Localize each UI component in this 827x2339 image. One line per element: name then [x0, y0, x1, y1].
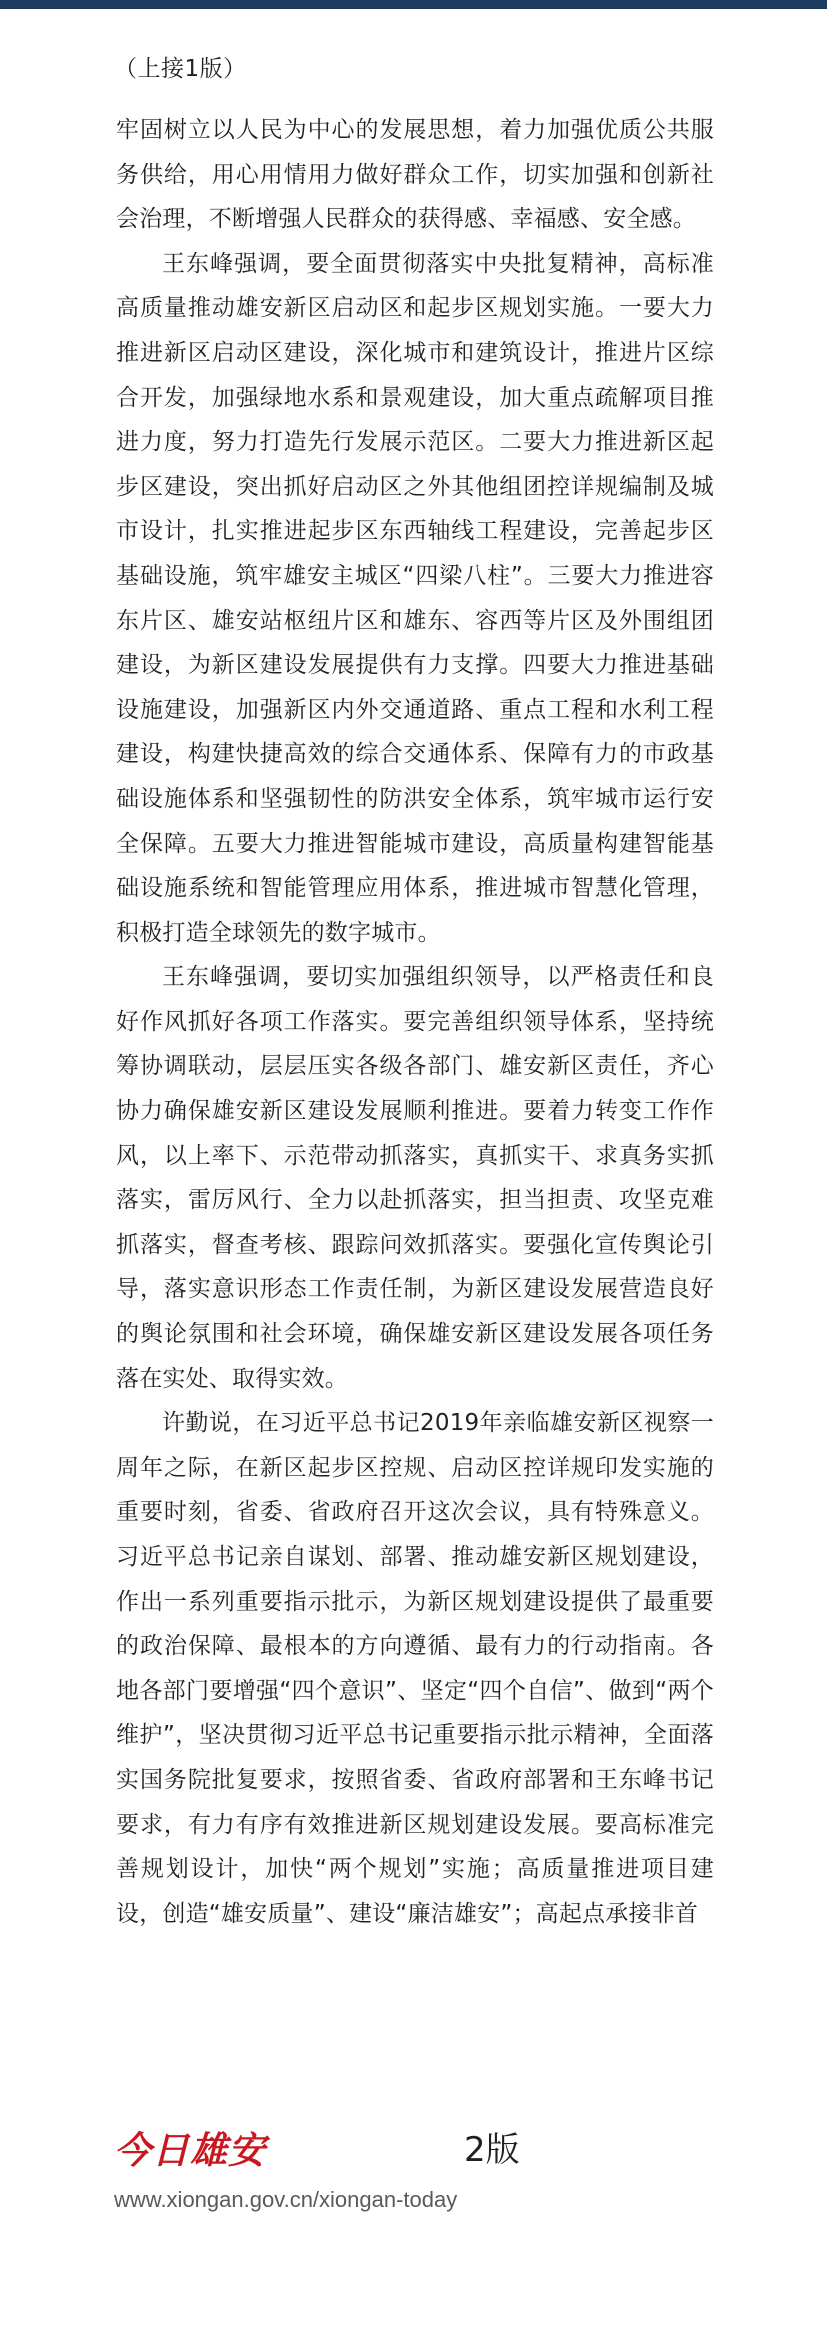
top-bar — [0, 0, 827, 9]
website-url[interactable]: www.xiongan.gov.cn/xiongan-today — [114, 2187, 458, 2212]
article-paragraph: 王东峰强调，要切实加强组织领导，以严格责任和良好作风抓好各项工作落实。要完善组织领导体系，坚持统筹协调联动，层层压实各级各部门、雄安新区责任，齐心协力确保雄安新区建设发展顺利推进。要着力转变工作作风，以上率下、示范带动抓落实，真抓实干、求真务实抓落实，雷厉风行、全力以赴抓落实，担当担责、攻坚克难抓落实，督查考核、跟踪问效抓落实。要强化宣传舆论引导，落实意识形态工作责任制，为新区建设发展营造良好的舆论氛围和社会环境，确保雄安新区建设发展各项任务落在实处、取得实效。 — [116, 964, 714, 1392]
continued-from-note: （上接1版） — [114, 56, 247, 82]
page-number: 2版 — [464, 2130, 520, 2170]
article-paragraph: 王东峰强调，要全面贯彻落实中央批复精神，高标准高质量推动雄安新区启动区和起步区规划实施。一要大力推进新区启动区建设，深化城市和建筑设计，推进片区综合开发，加强绿地水系和景观建设，加大重点疏解项目推进力度，努力打造先行发展示范区。二要大力推进新区起步区建设，突出抓好启动区之外其他组团控详规编制及城市设计，扎实推进起步区东西轴线工程建设，完善起步区基础设施，筑牢雄安主城区“四梁八柱”。三要大力推进容东片区、雄安站枢纽片区和雄东、容西等片区及外围组团建设，为新区建设发展提供有力支撑。四要大力推进基础设施建设，加强新区内外交通道路、重点工程和水利工程建设，构建快捷高效的综合交通体系、保障有力的市政基础设施体系和坚强韧性的防洪安全体系，筑牢城市运行安全保障。五要大力推进智能城市建设，高质量构建智能基础设施系统和智能管理应用体系，推进城市智慧化管理，积极打造全球领先的数字城市。 — [116, 250, 714, 946]
article-body — [116, 108, 714, 1936]
article-paragraph: 许勤说，在习近平总书记2019年亲临雄安新区视察一周年之际，在新区起步区控规、启动区控详规印发实施的重要时刻，省委、省政府召开这次会议，具有特殊意义。习近平总书记亲自谋划、部署、推动雄安新区规划建设，作出一系列重要指示批示，为新区规划建设提供了最重要的政治保障、最根本的方向遵循、最有力的行动指南。各地各部门要增强“四个意识”、坚定“四个自信”、做到“两个维护”，坚决贯彻习近平总书记重要指示批示精神，全面落实国务院批复要求，按照省委、省政府部署和王东峰书记要求，有力有序有效推进新区规划建设发展。要高标准完善规划设计，加快“两个规划”实施；高质量推进项目建设，创造“雄安质量”、建设“廉洁雄安”；高起点承接非首 — [116, 1410, 714, 1927]
newspaper-logo: 今日雄安 — [114, 2128, 266, 2172]
article-paragraph: 牢固树立以人民为中心的发展思想，着力加强优质公共服务供给，用心用情用力做好群众工作，切实加强和创新社会治理，不断增强人民群众的获得感、幸福感、安全感。 — [116, 117, 714, 233]
